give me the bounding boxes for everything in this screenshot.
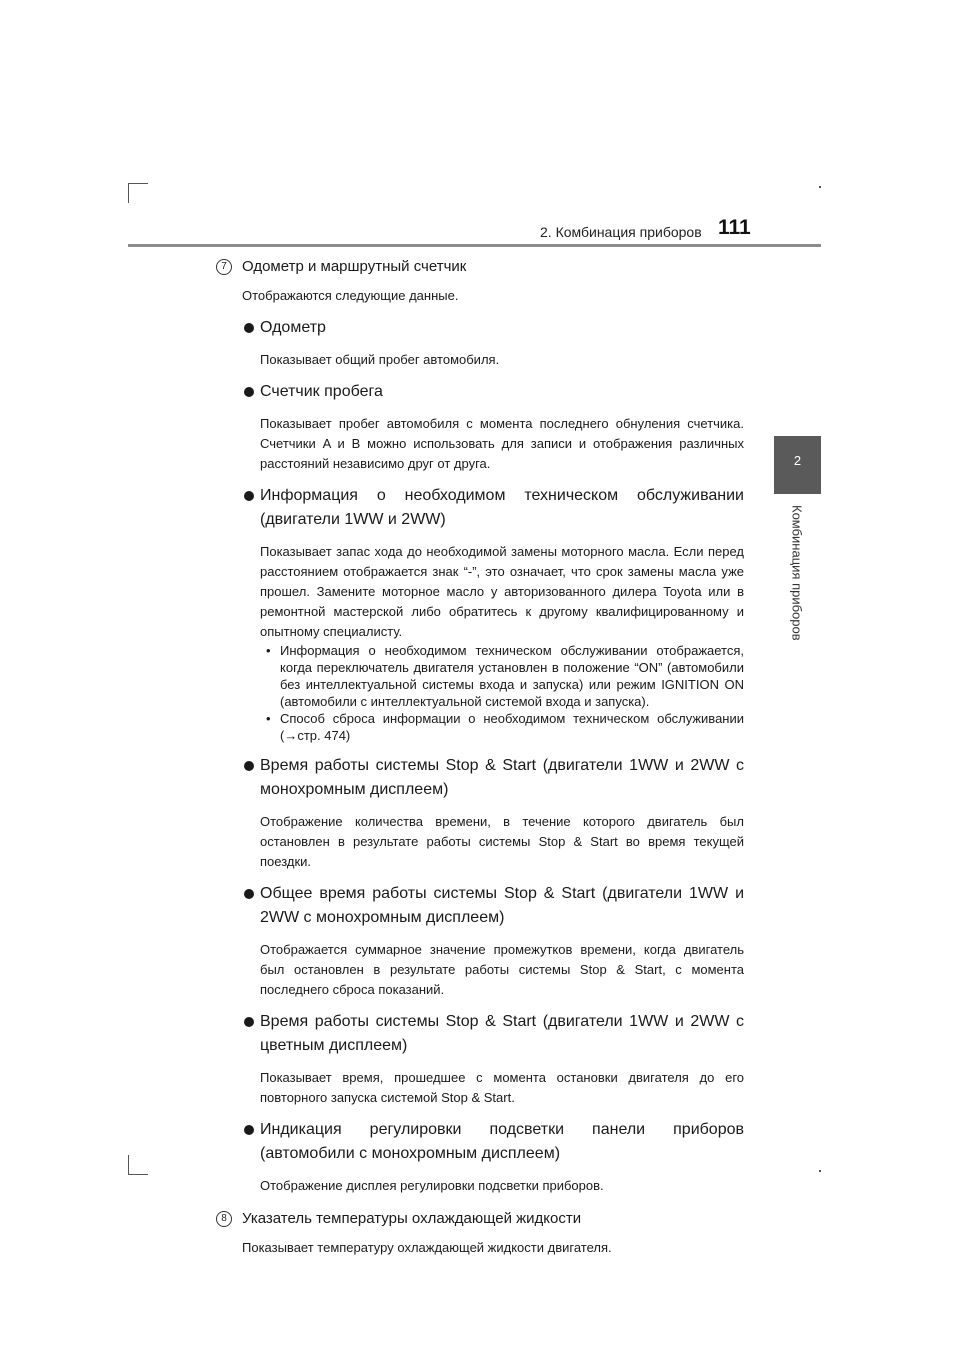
entry-title: Информация о необходимом техническом обслуживании (двигатели 1WW и 2WW) xyxy=(260,487,744,528)
entry-description: Показывает время, прошедшее с момента остановки двигателя до его повторного запуска системой Stop & Start. xyxy=(260,1070,744,1105)
entry-heading xyxy=(216,380,744,404)
chapter-tab-label: Комбинация приборов xyxy=(789,505,805,641)
small-bullet-icon: • xyxy=(266,711,271,726)
section-title: Одометр и маршрутный счетчик xyxy=(242,258,467,275)
entry-description: Показывает пробег автомобиля с момента последнего обнуления счетчика. Счетчики A и B можно использовать для записи и отображения различных расстояний независимо друг от друга. xyxy=(260,416,744,471)
entry-heading xyxy=(216,882,744,930)
note-text: Способ сброса информации о необходимом техническом обслуживании (→стр. 474) xyxy=(280,711,744,743)
entry-description: Отображение дисплея регулировки подсветки приборов. xyxy=(260,1178,604,1193)
bullet-icon xyxy=(244,889,254,899)
entry-trip-meter xyxy=(216,380,744,474)
entry-stop-start-total-mono xyxy=(216,882,744,1000)
small-bullet-icon: • xyxy=(266,643,271,658)
entry-description: Отображается суммарное значение промежутков времени, когда двигатель был остановлен в результате работы системы Stop & Start, с момента последнего сброса показаний. xyxy=(260,942,744,997)
section-heading xyxy=(216,258,744,276)
section-description: Показывает температуру охлаждающей жидкости двигателя. xyxy=(242,1240,612,1255)
entry-title: Индикация регулировки подсветки панели приборов (автомобили с монохромным дисплеем) xyxy=(260,1121,744,1162)
entry-heading xyxy=(216,1010,744,1058)
section-description: Отображаются следующие данные. xyxy=(242,288,459,303)
entry-title: Одометр xyxy=(260,319,326,336)
entry-heading xyxy=(216,316,744,340)
entry-stop-start-time-color xyxy=(216,1010,744,1108)
page-number: 111 xyxy=(718,216,751,239)
section-odometer xyxy=(216,258,744,1196)
bullet-icon xyxy=(244,1017,254,1027)
header-rule xyxy=(128,244,821,247)
crop-mark-bottom-left-vertical xyxy=(128,1155,129,1175)
note-text: Информация о необходимом техническом обслуживании отображается, когда переключатель двигателя установлен в положение “ON” (автомобили без интеллектуальной системы входа и запуска) или режим IGNITION ON (автомобили с интеллектуальной системой входа и запуска). xyxy=(280,643,744,709)
entry-title: Счетчик пробега xyxy=(260,383,383,400)
entry-maintenance-info xyxy=(216,484,744,744)
entry-heading xyxy=(216,1118,744,1166)
entry-title: Общее время работы системы Stop & Start (двигатели 1WW и 2WW с монохромным дисплеем) xyxy=(260,885,744,926)
circled-number-icon: 7 xyxy=(216,259,232,275)
entry-panel-light-control xyxy=(216,1118,744,1196)
page-content xyxy=(216,252,744,1258)
bullet-icon xyxy=(244,761,254,771)
crop-dot-bottom-right xyxy=(819,1170,821,1172)
entry-title: Время работы системы Stop & Start (двигатели 1WW и 2WW с цветным дисплеем) xyxy=(260,1013,744,1054)
section-title: Указатель температуры охлаждающей жидкости xyxy=(242,1210,582,1227)
bullet-icon xyxy=(244,1125,254,1135)
note-item xyxy=(260,710,744,744)
note-item xyxy=(260,642,744,710)
bullet-icon xyxy=(244,387,254,397)
entry-description: Показывает общий пробег автомобиля. xyxy=(260,352,500,367)
crop-mark-bottom-left-horizontal xyxy=(128,1174,148,1175)
entry-description: Отображение количества времени, в течение которого двигатель был остановлен в результате работы системы Stop & Start во время текущей поездки. xyxy=(260,814,744,869)
entry-odometer xyxy=(216,316,744,370)
chapter-tab xyxy=(774,436,821,494)
bullet-icon xyxy=(244,323,254,333)
entry-heading xyxy=(216,754,744,802)
section-coolant-temp xyxy=(216,1210,744,1258)
entry-title: Время работы системы Stop & Start (двигатели 1WW и 2WW с монохромным дисплеем) xyxy=(260,757,744,798)
crop-mark-top-left-horizontal xyxy=(128,183,148,184)
bullet-icon xyxy=(244,491,254,501)
notes-list xyxy=(216,642,744,744)
entry-description: Показывает запас хода до необходимой замены моторного масла. Если перед расстоянием отображается знак “-”, это означает, что срок замены масла уже прошел. Замените моторное масло у авторизованного дилера Toyota или в ремонтной мастерской либо обратитесь к другому квалифицированному и опытному специалисту. xyxy=(260,544,744,639)
circled-number-icon: 8 xyxy=(216,1211,232,1227)
entry-heading xyxy=(216,484,744,532)
entry-stop-start-time-mono xyxy=(216,754,744,872)
chapter-title: 2. Комбинация приборов xyxy=(540,224,702,240)
crop-mark-top-left-vertical xyxy=(128,183,129,203)
crop-dot-top-right xyxy=(819,186,821,188)
chapter-tab-number: 2 xyxy=(793,453,802,468)
section-heading xyxy=(216,1210,744,1228)
